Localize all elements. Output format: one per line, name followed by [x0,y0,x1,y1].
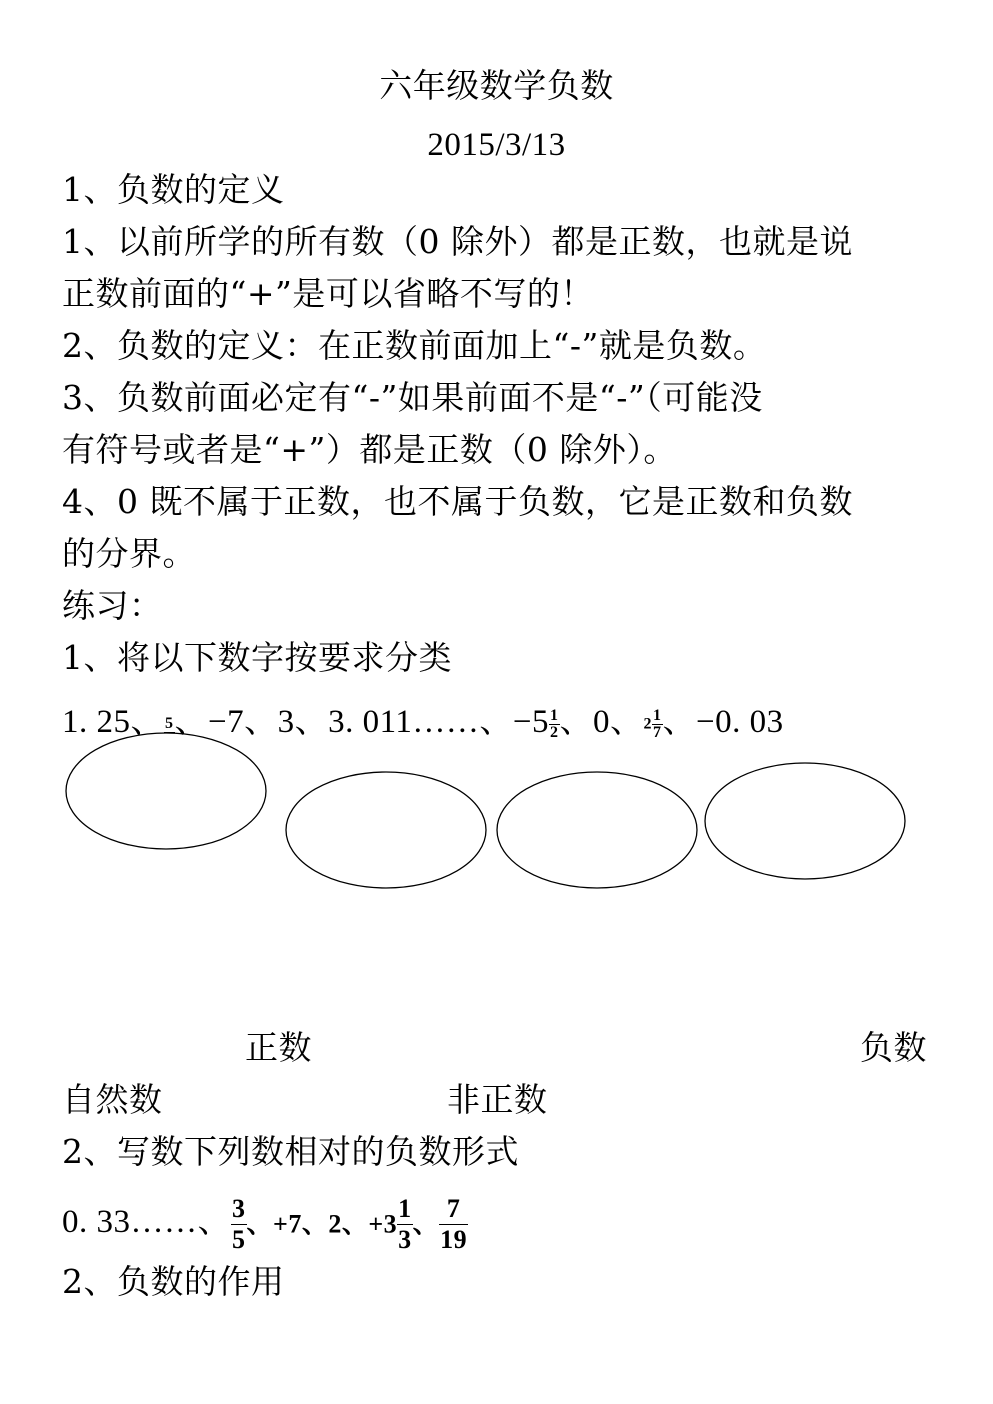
definition-point: 的分界。 [62,534,196,573]
ellipse-box[interactable] [705,763,905,879]
fraction-five: 5 [165,714,174,732]
section-heading-definition: 1、负数的定义 [62,170,285,209]
definition-point: 有符号或者是“+”）都是正数（0 除外）。 [62,430,677,469]
number-item: 1. 25、 [62,704,164,740]
category-label-non-positive: 非正数 [447,1080,548,1119]
question-2-prompt: 2、写数下列数相对的负数形式 [62,1132,519,1171]
number-item: 0. 33……、 [62,1204,231,1241]
definition-point: 3、负数前面必定有“-”如果前面不是“-”（可能没 [62,378,763,417]
ellipse-box[interactable] [286,772,486,888]
separator: 、 [412,1209,440,1239]
mixed-number-integer: 2 [643,715,652,733]
fraction-three-fifths: $\frac{3}{5}$ [232,1194,246,1254]
number-item: 、−0. 03 [662,704,784,740]
definition-point: 4、0 既不属于正数，也不属于负数，它是正数和负数 [62,482,853,521]
number-item: 、−7、3、3. 011……、−5 [174,704,549,740]
ellipse-box[interactable] [66,733,266,849]
category-label-positive: 正数 [245,1028,312,1067]
definition-point: 1、以前所学的所有数（0 除外）都是正数，也就是说 [62,222,853,261]
definition-point: 2、负数的定义：在正数前面加上“-”就是负数。 [62,326,767,365]
fraction-one-half: $\frac{1}{2}$ [550,706,559,741]
document-date: 2015/3/13 [427,127,566,163]
fraction-one-third: $\frac{1}{3}$ [398,1194,412,1254]
document-title: 六年级数学负数 [379,66,614,105]
fraction-seven-nineteenths: $\frac{7}{19}$ [440,1194,468,1254]
number-item: 、0、 [559,704,644,740]
practice-heading: 练习： [62,586,163,625]
question-2-numbers [62,1196,468,1253]
fraction-one-seventh: $\frac{1}{7}$ [653,706,662,741]
number-item: 、+7、2、+3 [246,1209,398,1239]
question-1-prompt: 1、将以下数字按要求分类 [62,638,452,677]
definition-point: 正数前面的“+”是可以省略不写的！ [62,274,594,313]
ellipse-box[interactable] [497,772,697,888]
category-label-negative: 负数 [860,1028,927,1067]
section-heading-uses: 2、负数的作用 [62,1262,285,1301]
category-label-natural: 自然数 [62,1080,163,1119]
